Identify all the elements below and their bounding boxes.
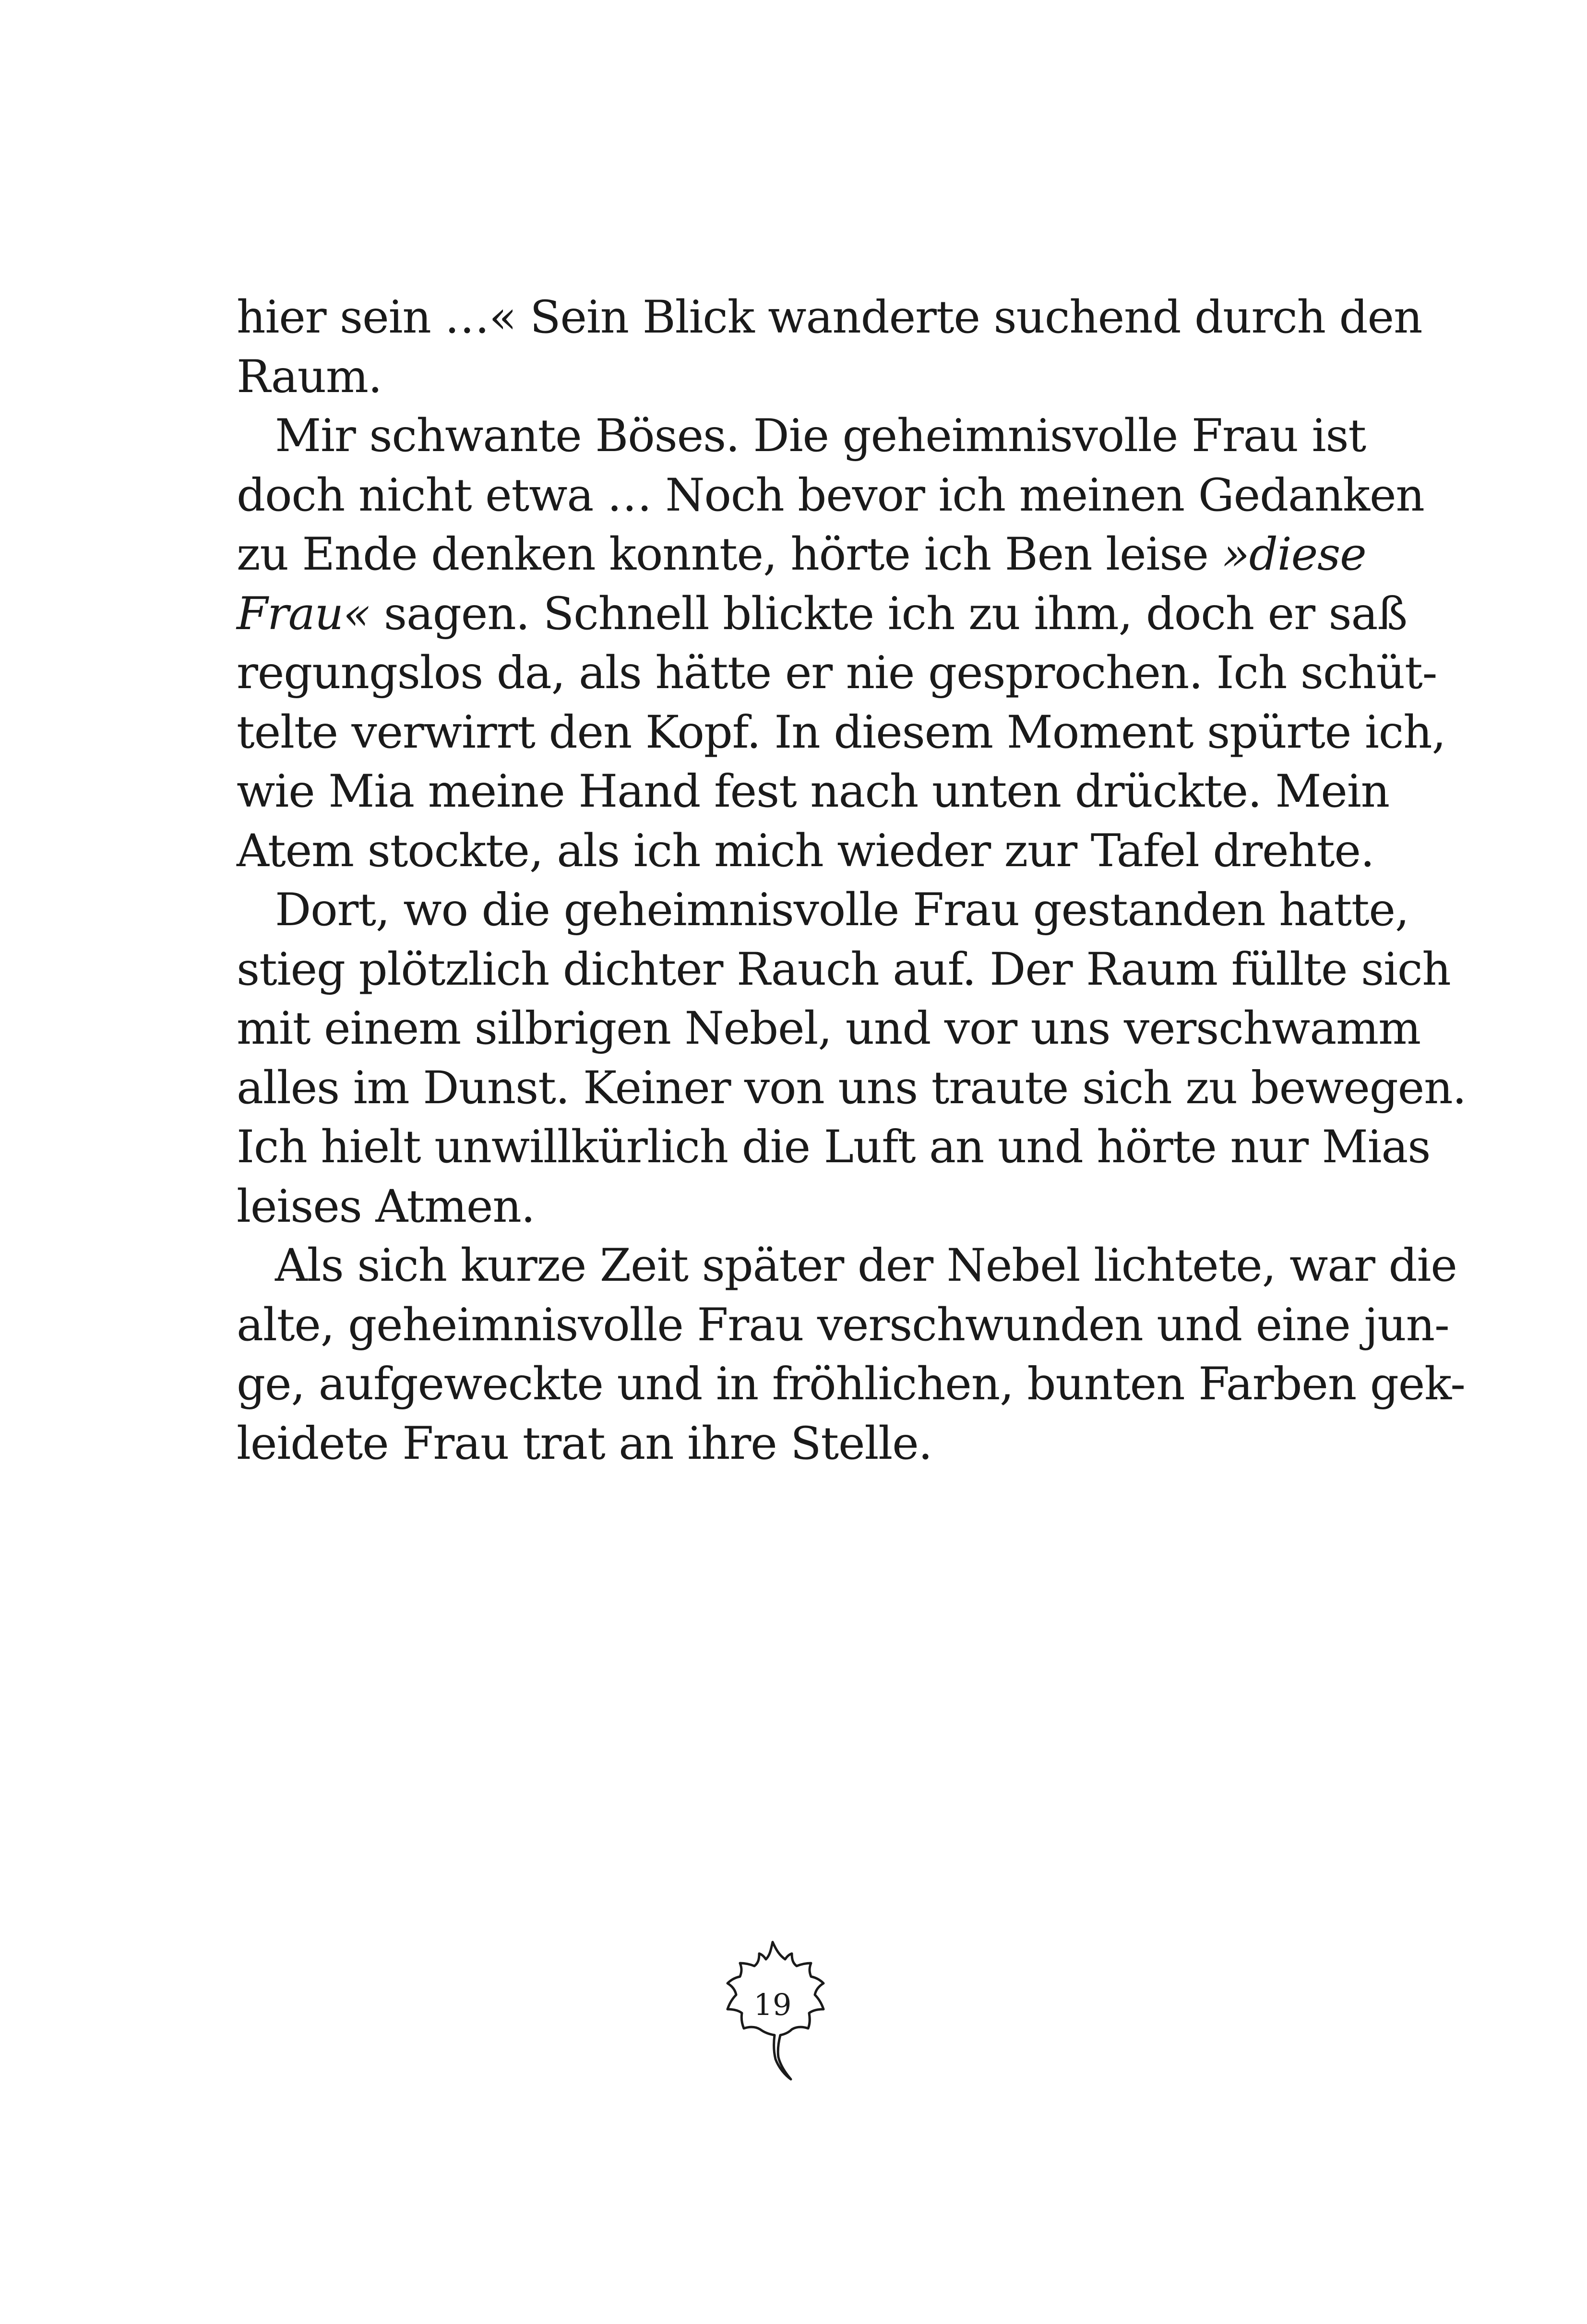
text-line <box>237 288 1422 347</box>
text-line-content: ge, aufgeweckte und in fröhlichen, bunten Farben gek- <box>237 1358 1465 1410</box>
page-number: 19 <box>753 1987 792 2022</box>
text-line <box>237 1059 1467 1118</box>
text-line <box>237 347 1309 407</box>
text-line-content: zu Ende denken konnte, hörte ich Ben leise <box>237 528 1222 581</box>
text-line-content: leidete Frau trat an ihre Stelle. <box>237 1417 932 1470</box>
text-line-content: telte verwirrt den Kopf. In diesem Moment spürte ich, <box>237 706 1446 759</box>
italic-quote: Frau« <box>237 587 370 640</box>
text-line-content: stieg plötzlich dichter Rauch auf. Der Raum füllte sich <box>237 943 1451 996</box>
text-line-content: leises Atmen. <box>237 1180 535 1233</box>
text-line-content: Ich hielt unwillkürlich die Luft an und hörte nur Mias <box>237 1121 1431 1173</box>
text-line <box>237 525 1366 584</box>
italic-quote: »diese <box>1222 528 1366 581</box>
text-line-content: sagen. Schnell blickte ich zu ihm, doch er saß <box>370 587 1407 640</box>
text-line-content: wie Mia meine Hand fest nach unten drückte. Mein <box>237 765 1389 818</box>
text-line <box>237 1296 1449 1355</box>
text-line <box>237 940 1451 1000</box>
text-line <box>237 703 1446 763</box>
text-line <box>237 999 1420 1059</box>
text-line-content: Raum. <box>237 350 382 403</box>
text-line-content: alles im Dunst. Keiner von uns traute sich zu bewegen. <box>237 1061 1467 1114</box>
text-line <box>237 1414 1309 1474</box>
text-line-content: hier sein …« Sein Blick wanderte suchend durch den <box>237 291 1422 344</box>
text-line-content: alte, geheimnisvolle Frau verschwunden und eine jun- <box>237 1299 1449 1351</box>
text-line <box>237 1355 1465 1414</box>
text-line <box>237 1236 1457 1296</box>
text-line <box>237 1177 1309 1237</box>
text-line <box>237 822 1374 881</box>
text-line-content: Dort, wo die geheimnisvolle Frau gestanden hatte, <box>275 884 1409 936</box>
text-line-content: Atem stockte, als ich mich wieder zur Tafel drehte. <box>237 824 1374 877</box>
text-line-content: mit einem silbrigen Nebel, und vor uns verschwamm <box>237 1002 1420 1055</box>
text-line-content: regungslos da, als hätte er nie gesprochen. Ich schüt- <box>237 647 1437 699</box>
body-text <box>237 288 1467 1473</box>
text-line <box>237 644 1437 703</box>
text-line-content: Als sich kurze Zeit später der Nebel lichtete, war die <box>275 1239 1457 1292</box>
text-line <box>237 1118 1431 1177</box>
page-number-ornament <box>715 1936 830 2085</box>
text-line-content: Mir schwante Böses. Die geheimnisvolle Frau ist <box>275 410 1366 462</box>
text-line <box>237 466 1424 525</box>
text-line <box>237 762 1389 822</box>
text-line <box>237 406 1366 466</box>
text-line <box>237 584 1407 644</box>
text-line-content: doch nicht etwa … Noch bevor ich meinen Gedanken <box>237 469 1424 522</box>
text-line <box>237 881 1409 940</box>
